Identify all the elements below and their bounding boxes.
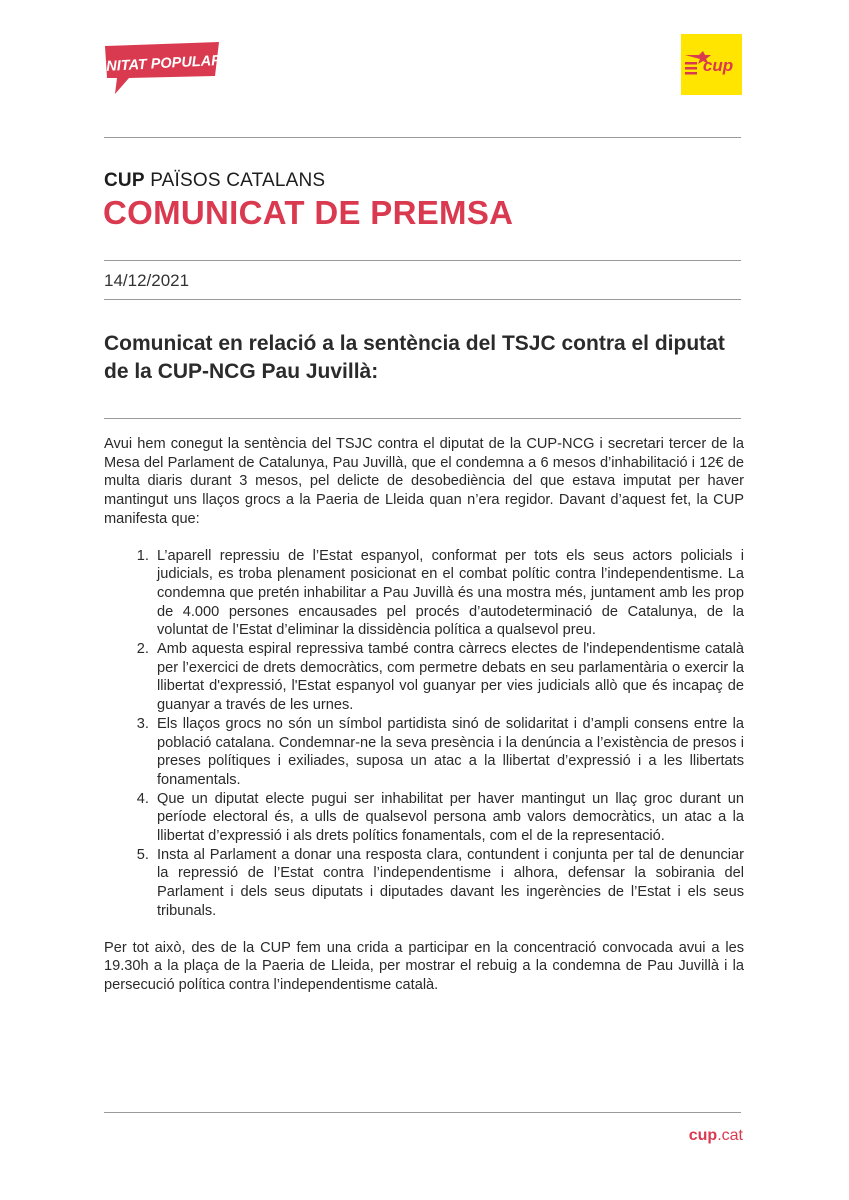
unitat-popular-logo-text: UNITAT POPULAR!: [95, 52, 227, 76]
headline: Comunicat en relació a la sentència del TSJC contra el diputat de la CUP-NCG Pau Juvillà:: [104, 332, 725, 383]
unitat-popular-logo: [95, 40, 227, 96]
points-list: [104, 547, 744, 921]
cup-logo-text: cup: [702, 56, 734, 75]
org-rest: PAÏSOS CATALANS: [150, 170, 326, 191]
divider: [104, 260, 741, 261]
list-item: 2. Amb aquesta espiral repressiva també contra càrrecs electes de l'independentisme català per l’exercici de drets democràtics, com permetre debats en seu parlamentària o exercir la llibertat d'expressió, l'Estat espanyol vol guanyar per vies judicials allò que és incapaç de guanyar a través de les urnes.: [153, 640, 744, 715]
divider: [104, 1112, 741, 1113]
press-release-title: COMUNICAT DE PREMSA: [103, 194, 514, 231]
org-bold: CUP: [104, 170, 145, 191]
list-item: 3. Els llaços grocs no són un símbol partidista sinó de solidaritat i d’ampli consens entre la població catalana. Condemnar-ne la seva presència i la denúncia a l’existència de presos i preses polítiques i exiliades, suposa un atac a la llibertat d’expressió i a les llibertats fonamentals.: [153, 715, 744, 790]
closing-paragraph: Per tot això, des de la CUP fem una crida a participar en la concentració convocada avui a les 19.30h a la plaça de la Paeria de Lleida, per mostrar el rebuig a la condemna de Pau Juvillà i la persecució política contra l’independentisme català.: [104, 939, 744, 993]
footer-website: [689, 1127, 743, 1145]
divider: [104, 137, 741, 138]
footer-bold: cup: [688, 1127, 718, 1144]
list-item: 5. Insta al Parlament a donar una resposta clara, contundent i conjunta per tal de denunciar la repressió de l’Estat contra l’independentisme i alhora, defensar la sobirania del Parlament i dels seus diputats i diputades davant les ingerències de l’Estat i els seus tribunals.: [153, 846, 744, 921]
divider: [104, 299, 741, 300]
divider: [104, 418, 741, 419]
list-item: 1. L’aparell repressiu de l’Estat espanyol, conformat per tots els seus actors policials i judicials, es troba plenament posicionat en el combat polític contra l’independentisme. La condemna que pretén inhabilitar a Pau Juvillà és una mostra més, juntament amb les prop de 4.000 persones encausades pel procés d’autodeterminació de Catalunya, de la voluntat de l’Estat d’eliminar la dissidència política a qualsevol preu.: [153, 547, 744, 641]
cup-logo: [681, 34, 742, 95]
footer-rest: .cat: [717, 1127, 743, 1144]
body-text: [104, 435, 744, 995]
release-date: 14/12/2021: [104, 271, 190, 290]
intro-paragraph: Avui hem conegut la sentència del TSJC contra el diputat de la CUP-NCG i secretari tercer de la Mesa del Parlament de Catalunya, Pau Juvillà, que el condemna a 6 mesos d’inhabilitació i 12€ de multa diaris durant 3 mesos, pel delicte de desobediència del que estava imputat per haver mantingut uns llaços grocs a la Paeria de Lleida quan n’era regidor. Davant d’aquest fet, la CUP manifesta que:: [104, 436, 744, 527]
list-item: 4. Que un diputat electe pugui ser inhabilitat per haver mantingut un llaç groc durant un període electoral és, a ulls de qualsevol persona amb valors democràtics, un atac a la llibertat d’expressió i als drets polítics fonamentals, com el de la representació.: [153, 790, 744, 846]
organization-name: [104, 170, 325, 192]
